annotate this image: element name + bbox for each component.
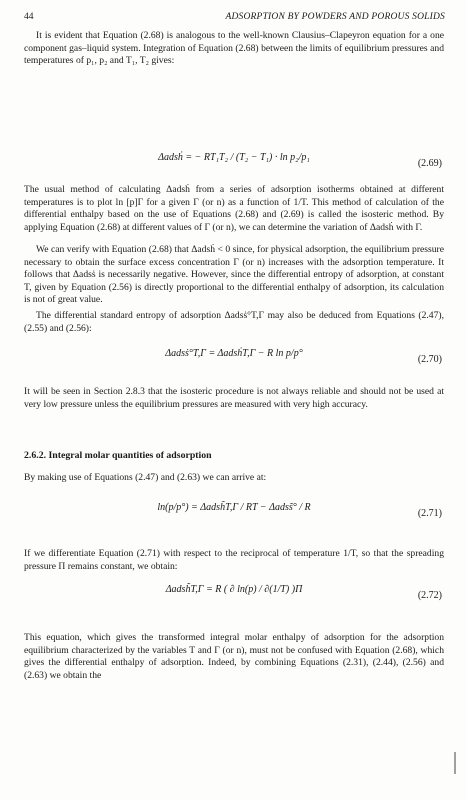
- paragraph-standard-entropy: The differential standard entropy of adsorption Δadsṡ°T,Γ may also be deduced from Equations (2.47), (2.55) and (2.56):: [24, 310, 444, 334]
- equation-body: Δadsh̃T,Γ = R ( ∂ ln(p) / ∂(1/T) )Π: [165, 584, 303, 595]
- equation-body: ln(p/p°) = Δadsh̃T,Γ / RT − Δadss̃° / R: [157, 502, 311, 513]
- equation-number: (2.69): [417, 158, 442, 169]
- equation-2-69: [24, 152, 444, 176]
- equation-number: (2.72): [417, 590, 442, 601]
- equation-body: Δadsḣ = − RT₁T₂ / (T₂ − T₁) · ln p₂/p₁: [158, 152, 310, 163]
- equation-body: Δadsṡ°T,Γ = ΔadsḣT,Γ − R ln p/p°: [165, 348, 303, 359]
- paragraph-negative-enthalpy: We can verify with Equation (2.68) that Δadsḣ < 0 since, for physical adsorption, the equilibrium pressure necessary to obtain the surface excess concentration Γ (or n) increases with the adsorption temperature. It follows that Δadsṡ is necessarily negative. However, since the differential entropy of adsorption, at constant T, given by Equation (2.56) is directly proportional to the differential enthalpy of adsorption, its calculation is not of great value.: [24, 244, 444, 306]
- equation-number: (2.71): [417, 508, 442, 519]
- running-head: ADSORPTION BY POWDERS AND POROUS SOLIDS: [225, 12, 445, 22]
- section-heading: 2.6.2. Integral molar quantities of adsorption: [24, 450, 212, 461]
- paragraph-isosteric-method: The usual method of calculating Δadsḣ from a series of adsorption isotherms obtained at different temperatures is to plot ln [p]Γ for a given Γ (or n) as a function of 1/T. This method of calculation of the differential enthalpy based on the use of Equations (2.68) and (2.69) is called the isosteric method. By applying Equation (2.68) at different values of Γ (or n), we can determine the variation of Δadsḣ with Γ.: [24, 184, 444, 233]
- paragraph-transformed-enthalpy: This equation, which gives the transformed integral molar enthalpy of adsorption for the adsorption equilibrium characterized by the variables T and Γ (or n), must not be confused with Equation (2.68), which gives the differential enthalpy of adsorption. Indeed, by combining Equations (2.31), (2.44), (2.56) and (2.63) we obtain the: [24, 632, 444, 681]
- equation-number: (2.70): [417, 354, 442, 365]
- paragraph-isosteric-reliability: It will be seen in Section 2.8.3 that the isosteric procedure is not always reliable and should not be used at very low pressure unless the equilibrium pressures are measured with very high accuracy.: [24, 386, 444, 410]
- equation-2-71: [24, 502, 444, 526]
- paragraph-clausius-clapeyron: It is evident that Equation (2.68) is analogous to the well-known Clausius–Clapeyron equation for a one component gas–liquid system. Integration of Equation (2.68) between the limits of equilibrium pressures and temperatures of p₁, p₂ and T₁, T₂ gives:: [24, 30, 444, 67]
- page-header: [24, 12, 445, 26]
- equation-2-72: [24, 584, 444, 608]
- paragraph-integral-intro: By making use of Equations (2.47) and (2.63) we can arrive at:: [24, 472, 267, 483]
- equation-2-70: [24, 348, 444, 372]
- paragraph-differentiate: If we differentiate Equation (2.71) with respect to the reciprocal of temperature 1/T, so that the spreading pressure Π remains constant, we obtain:: [24, 548, 444, 572]
- margin-mark: [454, 752, 456, 774]
- page-number: 44: [24, 12, 34, 22]
